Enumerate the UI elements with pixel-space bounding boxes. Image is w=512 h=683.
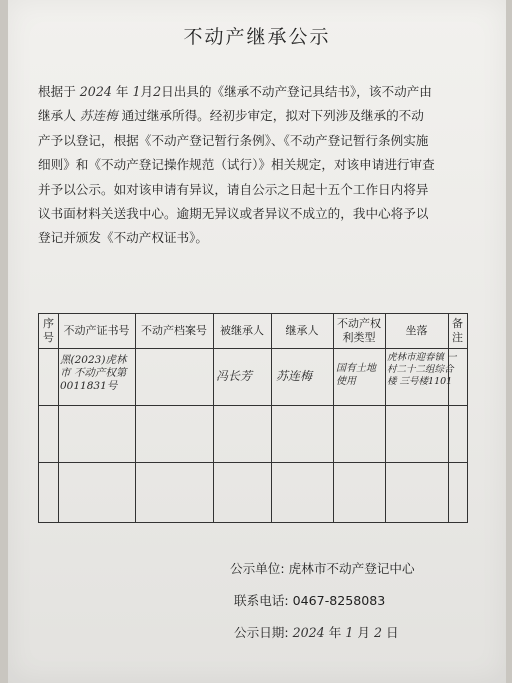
table-cell-cert: 黑(2023)虎林市 不动产权第 0011831号 — [60, 354, 127, 392]
footer-date-label: 公示日期: — [234, 625, 289, 640]
handwritten-heir-name: 苏连梅 — [79, 108, 118, 124]
property-table — [38, 313, 468, 523]
header-cert: 不动产证书号 — [63, 324, 130, 337]
footer-date — [234, 622, 399, 641]
header-no: 序号 — [43, 317, 54, 344]
table-cell-right-type: 国有土地使用 — [336, 363, 376, 387]
handwritten-year: 2024 — [79, 84, 112, 99]
footer-month-label: 月 — [357, 625, 370, 640]
footer-phone-value: 0467-8258083 — [292, 593, 386, 608]
footer-date-month: 1 — [345, 625, 354, 640]
header-archive: 不动产档案号 — [141, 324, 207, 337]
handwritten-month: 1 — [132, 84, 141, 99]
notice-paper — [8, 0, 506, 683]
year-label: 年 — [115, 84, 129, 99]
notice-prefix: 根据于 — [38, 84, 76, 99]
table-cell-heir: 苏连梅 — [276, 369, 313, 383]
footer-date-year: 2024 — [292, 625, 325, 640]
notice-rest: 通过继承所得。经初步审定，拟对下列涉及继承的不动产予以登记，根据《不动产登记暂行条例》、《不动产登记暂行条例实施细则》和《不动产登记操作规范（试行）》相关规定，对该申请进行审查并予以公示。如对该申请有异议，请自公示之日起十五个工作日内将异议书面材料关送我中心。逾期无异议或者异议不成立的，我中心将予以登记并颁发《不动产权证书》。 — [38, 108, 435, 246]
footer-day-label: 日 — [386, 625, 399, 640]
header-right-type: 不动产权利类型 — [337, 317, 381, 344]
notice-paragraph — [38, 80, 436, 251]
header-heir: 继承人 — [285, 324, 319, 337]
header-location: 坐落 — [405, 324, 428, 337]
page-title: 不动产继承公示 — [183, 26, 331, 48]
footer-date-day: 2 — [373, 625, 382, 640]
table-cell-deceased: 冯长芳 — [216, 369, 253, 383]
footer-unit — [230, 558, 415, 577]
header-deceased: 被继承人 — [220, 324, 264, 337]
notice-mid: 日出具的《继承不动产登记具结书》，该不动产由继承人 — [38, 84, 432, 124]
footer-unit-value: 虎林市不动产登记中心 — [288, 561, 415, 576]
footer-unit-label: 公示单位: — [230, 561, 285, 576]
footer-phone-label: 联系电话: — [234, 593, 289, 608]
handwritten-day: 2 — [153, 84, 162, 99]
header-remark: 备注 — [452, 317, 463, 344]
footer-year-label: 年 — [328, 625, 342, 640]
footer-phone — [234, 590, 385, 609]
table-cell-location: 虎林市迎春镇 一村二十二组综合楼 三号楼1101 — [387, 352, 457, 387]
month-label: 月 — [140, 84, 154, 99]
